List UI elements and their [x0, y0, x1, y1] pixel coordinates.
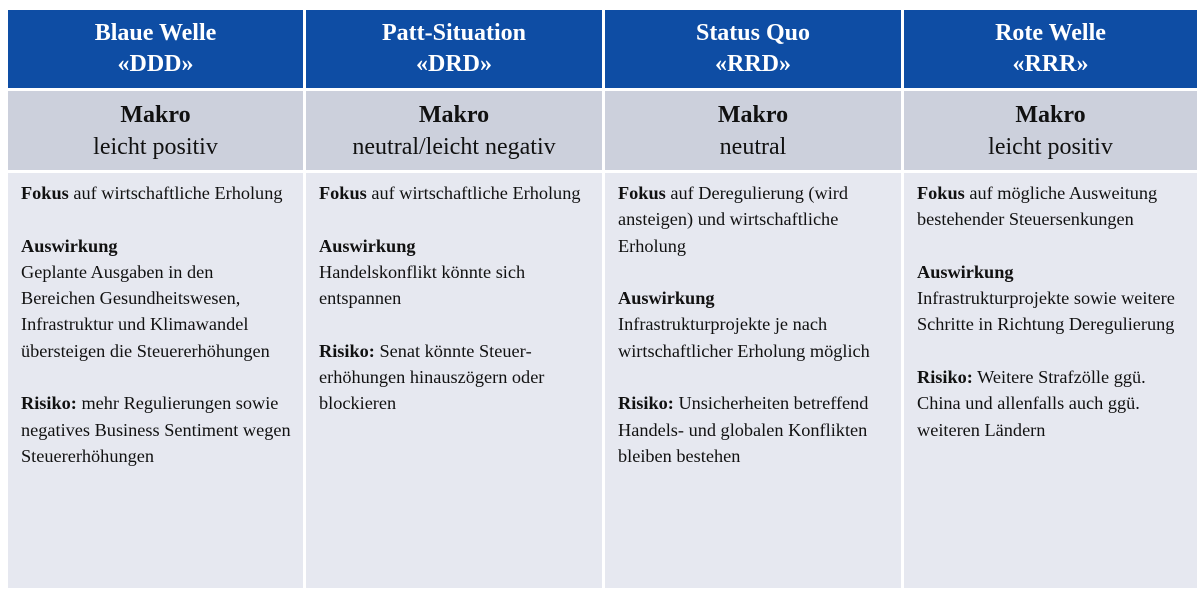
header-code: «RRR»	[1012, 51, 1089, 77]
risk-text: Unsicherheiten betreffend Handels- und globalen Konflikten bleiben bestehen	[618, 393, 869, 466]
macro-cell-blaue-welle	[8, 91, 303, 170]
macro-title: Makro	[717, 101, 789, 128]
impact-label: Auswirkung	[618, 288, 715, 309]
macro-value: neutral/leicht negativ	[352, 133, 556, 160]
focus-label: Fokus	[618, 183, 666, 203]
macro-title: Makro	[418, 101, 490, 128]
focus-label: Fokus	[917, 183, 965, 203]
focus-text: auf wirtschaftliche Erholung	[366, 183, 581, 203]
macro-title: Makro	[120, 101, 191, 128]
body-cell-blaue-welle	[8, 173, 303, 588]
risk-text: Senat könnte Steuererhöhungen hinauszögern oder blockieren	[319, 340, 545, 414]
impact-paragraph	[917, 259, 1185, 338]
impact-text: Geplante Ausgaben in den Bereichen Gesundheitswesen, Infrastruktur und Klimawandel übersteigen die Steuererhöhungen	[21, 261, 270, 361]
risk-paragraph	[917, 364, 1185, 443]
risk-label: Risiko:	[319, 340, 375, 361]
risk-label: Risiko:	[917, 367, 973, 388]
body-cell-status-quo	[605, 173, 901, 588]
risk-paragraph	[319, 338, 590, 417]
focus-text: auf wirtschaftliche Erholung	[68, 183, 283, 203]
risk-label: Risiko:	[21, 393, 77, 414]
header-title: Patt-Situation	[382, 20, 526, 46]
focus-label: Fokus	[21, 183, 69, 203]
body-cell-patt-situation	[306, 173, 602, 588]
body-cell-rote-welle	[904, 173, 1197, 588]
column-header-status-quo	[605, 10, 901, 88]
header-code: «DDD»	[117, 51, 194, 77]
impact-text: Handelskonflikt könnte sich entspannen	[319, 261, 526, 309]
column-header-rote-welle	[904, 10, 1197, 88]
risk-paragraph	[21, 390, 291, 469]
macro-cell-rote-welle	[904, 91, 1197, 170]
focus-paragraph	[319, 180, 590, 206]
macro-cell-patt-situation	[306, 91, 602, 170]
focus-text: auf mögliche Ausweitung bestehender Steuersenkungen	[917, 183, 1158, 230]
focus-paragraph	[21, 180, 291, 206]
header-code: «RRD»	[715, 51, 791, 77]
header-title: Rote Welle	[995, 20, 1106, 46]
macro-value: leicht positiv	[93, 133, 218, 160]
impact-text: Infrastrukturprojekte sowie weitere Schritte in Richtung Deregulierung	[917, 288, 1175, 335]
macro-cell-status-quo	[605, 91, 901, 170]
risk-paragraph	[618, 390, 889, 469]
risk-label: Risiko:	[618, 393, 674, 414]
focus-paragraph	[917, 180, 1185, 233]
column-header-patt-situation	[306, 10, 602, 88]
risk-text: Weitere Strafzölle ggü. China und allenfalls auch ggü. weiteren Ländern	[917, 367, 1146, 440]
header-title: Blaue Welle	[94, 20, 217, 46]
macro-value: neutral	[719, 133, 787, 160]
impact-label: Auswirkung	[21, 235, 118, 256]
header-title: Status Quo	[695, 20, 811, 46]
column-header-blaue-welle	[8, 10, 303, 88]
impact-text: Infrastrukturprojekte je nach wirtschaftlicher Erholung möglich	[618, 314, 870, 361]
risk-text: mehr Regulierungen sowie negatives Business Sentiment wegen Steuererhöhungen	[21, 393, 291, 466]
macro-title: Makro	[1015, 101, 1086, 128]
focus-paragraph	[618, 180, 889, 259]
focus-text: auf Deregulierung (wird ansteigen) und wirtschaftliche Erholung	[618, 183, 848, 256]
impact-label: Auswirkung	[917, 261, 1014, 282]
header-code: «DRD»	[416, 51, 492, 77]
macro-value: leicht positiv	[988, 133, 1113, 160]
impact-label: Auswirkung	[319, 235, 416, 256]
impact-paragraph	[21, 233, 291, 364]
impact-paragraph	[319, 233, 590, 312]
scenario-table	[8, 10, 1194, 588]
impact-paragraph	[618, 285, 889, 364]
focus-label: Fokus	[319, 183, 367, 203]
